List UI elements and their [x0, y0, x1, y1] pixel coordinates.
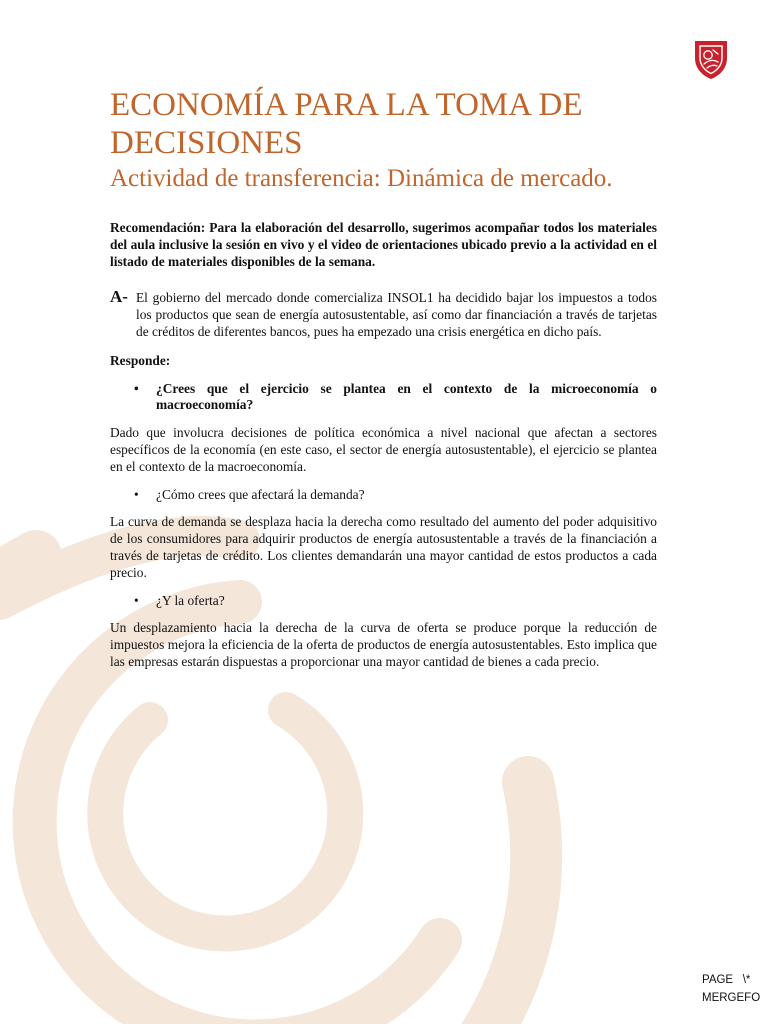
question-text-3: ¿Y la oferta? [156, 592, 225, 608]
responde-label: Responde: [110, 352, 171, 368]
question-text-1: ¿Crees que el ejercicio se plantea en el contexto de la microeconomía o macroeconomía? [156, 380, 657, 413]
item-a [110, 287, 657, 340]
bullet-dot: • [134, 486, 139, 502]
answer-paragraph-3: Un desplazamiento hacia la derecha de la curva de oferta se produce porque la reducción de impuestos mejora la eficiencia de la oferta de productos de energía autosustentables. Esto implica que las empresas estarán dispuestas a proporcionar una mayor cantidad de bienes a cada precio. [110, 620, 657, 669]
bullet-dot: • [134, 592, 139, 608]
answer-paragraph-2: La curva de demanda se desplaza hacia la derecha como resultado del aumento del poder adquisitivo de los consumidores para adquirir productos de energía autosustentable a través de la financiación a través de tarjetas de crédito. Los clientes demandarán una mayor cantidad de estos productos a cada precio. [110, 514, 657, 580]
bullet-dot: • [134, 380, 139, 396]
question-bullet-3 [110, 593, 657, 610]
university-crest-shield-icon [691, 38, 731, 80]
swirl-inner-arc [105, 710, 345, 933]
item-a-text: El gobierno del mercado donde comercializa INSOL1 ha decidido bajar los impuestos a todos los productos que sean de energía autosustentable, así como dar financiación a través de tarjetas de créditos de diferentes bancos, pues ha empezado una crisis energética en dicho país. [136, 290, 657, 339]
recommendation-paragraph: Recomendación: Para la elaboración del desarrollo, sugerimos acompañar todos los materiales del aula inclusive la sesión en vivo y el video de orientaciones ubicado previo a la actividad en el listado de materiales disponibles de la semana. [110, 220, 657, 269]
document-body [110, 220, 657, 671]
page-field-line-2: MERGEFO [702, 992, 761, 1004]
document-title: ECONOMÍA PARA LA TOMA DE DECISIONES [110, 87, 583, 161]
question-bullet-1 [110, 381, 657, 415]
question-text-2: ¿Cómo crees que afectará la demanda? [156, 486, 365, 502]
answer-paragraph-1: Dado que involucra decisiones de política económica a nivel nacional que afectan a sectores específicos de la economía (en este caso, el sector de energía autosustentable), el ejercicio se plantea en el contexto de la macroeconomía. [110, 425, 657, 474]
page-number-field [702, 971, 760, 1007]
document-subtitle: Actividad de transferencia: Dinámica de mercado. [110, 165, 613, 192]
item-a-letter: A- [110, 287, 128, 307]
question-bullet-2 [110, 487, 657, 504]
page-field-line-1: PAGE \* [702, 974, 751, 986]
